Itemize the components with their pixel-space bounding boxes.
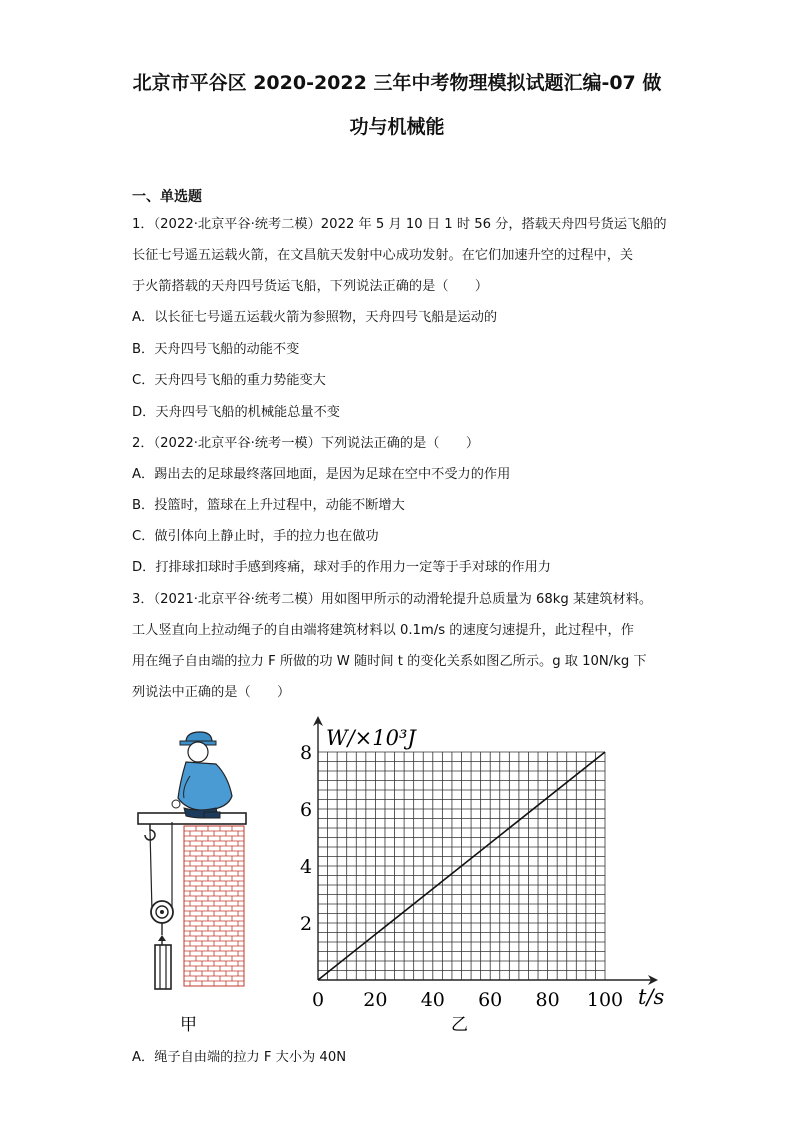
movable-pulley-icon xyxy=(151,901,173,941)
y-axis-label: W/×10³J xyxy=(326,726,416,750)
q1-stem-line2: 长征七号遥五运载火箭，在文昌航天发射中心成功发射。在它们加速升空的过程中，关 xyxy=(132,248,634,263)
y-axis-arrow-icon xyxy=(313,716,323,726)
x-tick-label: 80 xyxy=(535,989,560,1011)
q3-stem-line3: 用在绳子自由端的拉力 F 所做的功 W 随时间 t 的变化关系如图乙所示。g 取 10N/kg 下 xyxy=(132,654,647,669)
q2-option-c: C．做引体向上静止时，手的拉力也在做功 xyxy=(132,529,379,544)
series-line-0 xyxy=(318,752,605,980)
q1-stem-line3: 于火箭搭载的天舟四号货运飞船，下列说法正确的是（ ） xyxy=(132,279,489,294)
x-tick-label: 100 xyxy=(586,989,624,1011)
figure-label-jia: 甲 xyxy=(180,1015,197,1035)
y-tick-label: 8 xyxy=(299,742,313,764)
x-axis-label: t/s xyxy=(638,985,665,1009)
q2-option-a: A．踢出去的足球最终落回地面，是因为足球在空中不受力的作用 xyxy=(132,467,511,482)
y-tick-label: 2 xyxy=(299,913,313,935)
q3-option-a: A．绳子自由端的拉力 F 大小为 40N xyxy=(132,1050,347,1065)
q3-stem-line1: 3．（2021·北京平谷·统考二模）用如图甲所示的动滑轮提升总质量为 68kg 某建筑材料。 xyxy=(132,592,653,607)
document-title-line2: 功与机械能 xyxy=(349,116,445,138)
worker-figure xyxy=(172,732,232,818)
hook-icon xyxy=(145,824,155,840)
section-heading: 一、单选题 xyxy=(132,189,202,205)
building-material-load xyxy=(155,941,171,989)
x-tick-label: 20 xyxy=(363,989,388,1011)
document-title-line1: 北京市平谷区 2020-2022 三年中考物理模拟试题汇编-07 做 xyxy=(132,72,662,94)
q1-option-a: A．以长征七号遥五运载火箭为参照物，天舟四号飞船是运动的 xyxy=(132,310,498,325)
q3-stem-line4: 列说法中正确的是（ ） xyxy=(132,685,291,700)
q1-option-d: D．天舟四号飞船的机械能总量不变 xyxy=(132,405,340,420)
platform-plank xyxy=(138,813,246,824)
q2-option-b: B．投篮时，篮球在上升过程中，动能不断增大 xyxy=(132,498,405,513)
q1-option-c: C．天舟四号飞船的重力势能变大 xyxy=(132,373,326,388)
x-tick-label: 0 xyxy=(311,989,325,1011)
q3-stem-line2: 工人竖直向上拉动绳子的自由端将建筑材料以 0.1m/s 的速度匀速提升，此过程中，作 xyxy=(132,623,634,638)
q1-stem-line1: 1．（2022·北京平谷·统考二模）2022 年 5 月 10 日 1 时 56 分，搭载天舟四号货运飞船的 xyxy=(132,217,667,232)
y-tick-label: 6 xyxy=(299,799,313,821)
figure-label-yi: 乙 xyxy=(451,1015,468,1035)
chart-axes xyxy=(313,716,658,985)
x-tick-label: 40 xyxy=(420,989,445,1011)
x-tick-label: 60 xyxy=(478,989,503,1011)
y-tick-label: 4 xyxy=(299,856,313,878)
q2-option-d: D．打排球扣球时手感到疼痛，球对手的作用力一定等于手对球的作用力 xyxy=(132,560,551,575)
x-axis-arrow-icon xyxy=(648,975,658,985)
q2-stem: 2．（2022·北京平谷·统考一模）下列说法正确的是（ ） xyxy=(132,436,480,451)
q1-option-b: B．天舟四号飞船的动能不变 xyxy=(132,342,300,357)
chart-grid xyxy=(318,752,605,980)
brick-wall xyxy=(184,826,244,986)
